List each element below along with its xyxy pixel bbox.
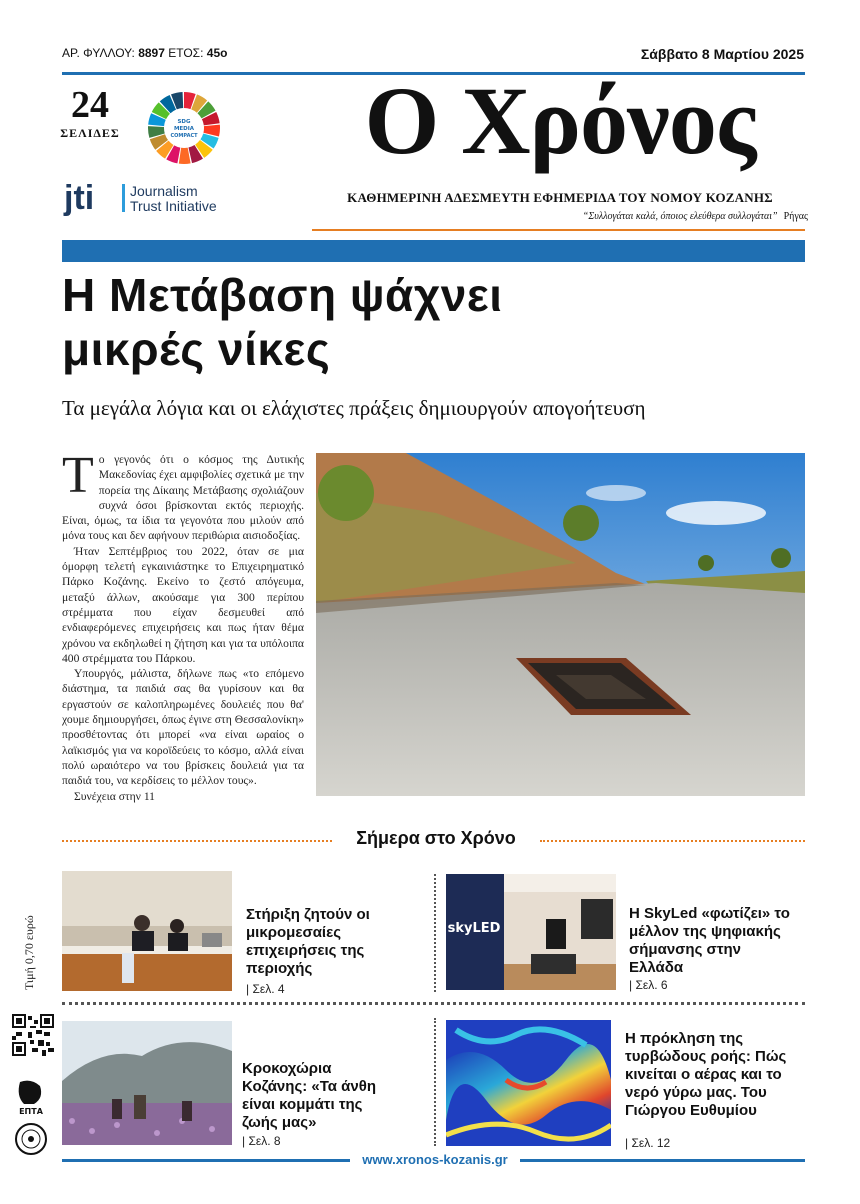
teaser-divider-top <box>434 874 436 992</box>
sdg-segment <box>179 148 191 164</box>
teaser-1-title[interactable]: Στήριξη ζητούν οι μικρομεσαίες επιχειρήσεις της περιοχής <box>246 906 370 977</box>
teaser-2-page: | Σελ. 6 <box>629 978 668 992</box>
lead-headline[interactable]: Η Μετάβαση ψάχνει μικρές νίκες <box>62 269 503 375</box>
page-count-label: ΣΕΛΙΔΕΣ <box>60 126 120 140</box>
section-rule-left <box>62 840 332 842</box>
svg-text:ΕΠΤΑ: ΕΠΤΑ <box>19 1107 43 1116</box>
article-paragraph-1: Το γεγονός ότι ο κόσμος της Δυτικής Μακεδονίας έχει αμφιβολίες σχετικά με την πορεία της Δίκαιης Μετάβασης σχολιάζουν συχνά όσοι βρίσκονται εκτός περιοχής. Είναι, όμως, τα ίδια τα γεγονότα που μιλούν από μόνα τους και δεν αφήνουν περιθώρια αισιοδοξίας. <box>62 447 304 543</box>
issue-info: ΑΡ. ΦΥΛΛΟΥ: 8897 ΕΤΟΣ: 45ο <box>62 46 228 60</box>
qr-code-icon <box>12 1014 54 1056</box>
continued-link[interactable]: Συνέχεια στην 11 <box>74 789 155 803</box>
lead-photo <box>316 453 805 796</box>
newspaper-subtitle: ΚΑΘΗΜΕΡΙΝΗ ΑΔΕΣΜΕΥΤΗ ΕΦΗΜΕΡΙΔΑ ΤΟΥ ΝΟΜΟΥ ΚΟΖΑΝΗΣ <box>347 190 773 205</box>
page-count: 24 <box>71 84 109 126</box>
article-paragraph-3: Υπουργός, μάλιστα, δήλωνε πως «το επόμενο διάστημα, τα παιδιά σας θα γυρίσουν και θα εργαστούν σε καλοπληρωμένες δουλειές που θα' χουμε δημιουργήσει, όπως έγινε στη Θεσσαλονίκη» προσθέτοντας ότι μπορεί «να είναι ωραίος ο λαϊκισμός για να κοροϊδεύεις το κόσμο, αλλά είναι πολύ ωραιότερο να του βρίσκεις δουλειά για τα παιδιά του, να κερδίσεις το μέλλον τους». <box>62 667 304 788</box>
section-rule-right <box>540 840 805 842</box>
footer-rule-right <box>520 1159 805 1162</box>
price-label: Τιμή 0,70 ευρώ <box>22 915 36 990</box>
blue-band <box>62 240 805 262</box>
jti-mark: jti <box>64 179 95 217</box>
svg-text:MEDIA: MEDIA <box>173 126 195 132</box>
teaser-4-page: | Σελ. 12 <box>625 1136 671 1150</box>
dropcap: Τ <box>62 447 94 504</box>
teaser-2-title[interactable]: Η SkyLed «φωτίζει» το μέλλον της ψηφιακής σήμανσης στην Ελλάδα <box>629 905 790 976</box>
svg-text:SDG: SDG <box>177 119 191 125</box>
teaser-1-photo <box>62 871 232 991</box>
orange-rule <box>312 229 805 231</box>
jti-divider <box>122 184 125 212</box>
teaser-divider-middle <box>62 1002 805 1005</box>
teaser-4-title[interactable]: Η πρόκληση της τυρβώδους ροής: Πώς κινείται ο αέρας και το νερό γύρω μας. Του Γιώργου Ευθυμίου <box>625 1030 787 1119</box>
epta-logo <box>14 1078 48 1118</box>
teaser-divider-bottom <box>434 1018 436 1146</box>
jti-logo <box>64 180 234 220</box>
teaser-2-photo <box>446 874 616 990</box>
teaser-3-title[interactable]: Κροκοχώρια Κοζάνης: «Τα άνθη είναι κομμάτι της ζωής μας» <box>242 1060 377 1131</box>
lead-subhead: Τα μεγάλα λόγια και οι ελάχιστες πράξεις δημιουργούν απογοήτευση <box>62 396 646 420</box>
newspaper-title: Ο Χρόνος <box>364 67 756 174</box>
teaser-3-photo <box>62 1021 232 1145</box>
lead-article <box>62 447 304 804</box>
sdg-media-compact-logo <box>146 90 222 166</box>
teaser-4-photo <box>446 1020 611 1146</box>
section-title: Σήμερα στο Χρόνο <box>356 828 516 848</box>
jti-text: Journalism Trust Initiative <box>130 183 217 214</box>
skyled-sign: skyLED <box>447 921 501 936</box>
issue-date: Σάββατο 8 Μαρτίου 2025 <box>640 46 804 62</box>
motto: “Συλλογάται καλά, όποιος ελεύθερα συλλογάται” Ρήγας <box>582 211 808 222</box>
footer-rule-left <box>62 1159 350 1162</box>
association-seal-icon <box>14 1122 48 1156</box>
svg-text:COMPACT: COMPACT <box>170 133 198 139</box>
article-paragraph-2: Ήταν Σεπτέμβριος του 2022, όταν σε μια όμορφη τελετή εγκαινιάστηκε το Επιχειρηματικό Πάρκο Κοζάνης. Εκείνο το ζεστό απόγευμα, μεταξύ άλλων, ακούσαμε για 300 περίπου στρέμματα που είχαν δεσμευθεί από ενδιαφερόμενες επιχειρήσεις και πως ήταν θέμα χρόνου να εκδηλωθεί η ζήτηση και για τα υπόλοιπα 400 στρέμματα του Πάρκου. <box>62 544 304 665</box>
teaser-1-page: | Σελ. 4 <box>246 982 285 996</box>
teaser-3-page: | Σελ. 8 <box>242 1134 281 1148</box>
website-link[interactable]: www.xronos-kozanis.gr <box>362 1152 508 1167</box>
